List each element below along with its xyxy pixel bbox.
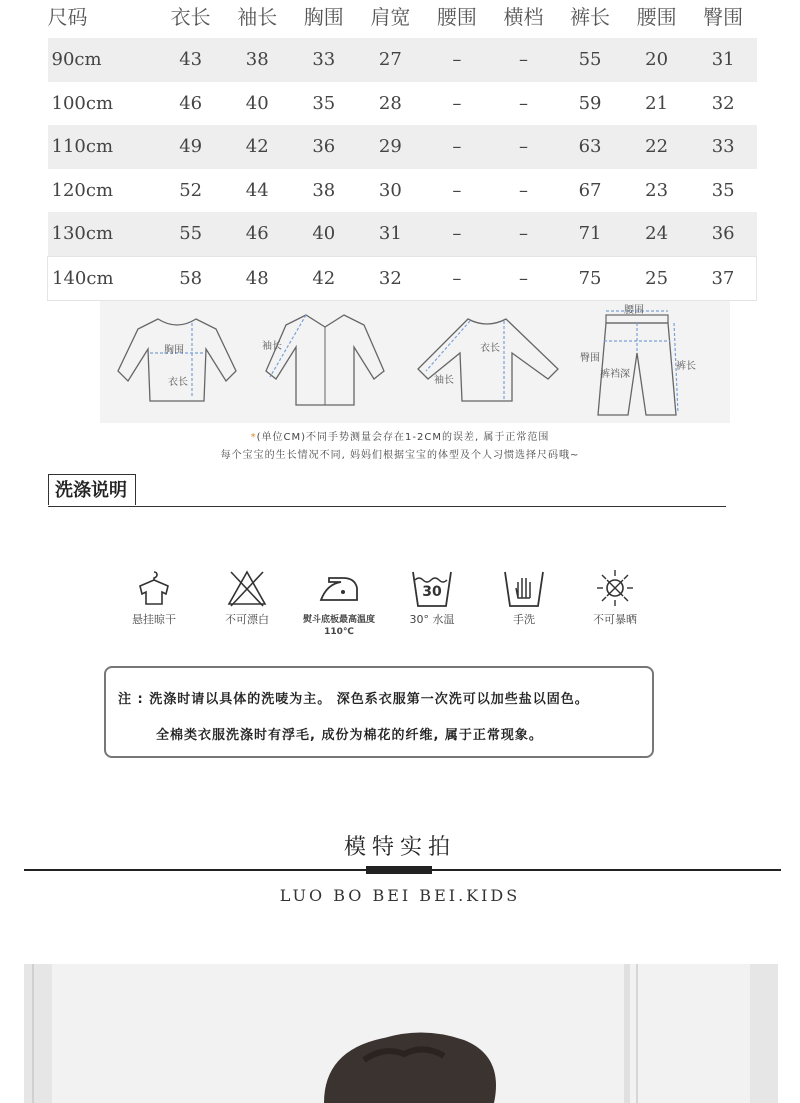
size-cell: 110cm bbox=[51, 136, 114, 158]
size-cell: 140cm bbox=[52, 267, 114, 289]
care-item-no-bleach bbox=[207, 568, 287, 626]
measurement-cell: 38 bbox=[245, 49, 269, 71]
measurement-note-1 bbox=[0, 428, 800, 443]
measurement-cell: 30 bbox=[378, 179, 402, 201]
hang-dry-icon bbox=[132, 568, 176, 608]
measurement-cell: 42 bbox=[312, 267, 336, 289]
brand-name: LUO BO BEI BEI.KIDS bbox=[279, 886, 521, 905]
care-item-hang-dry bbox=[114, 568, 194, 626]
crotch-label: 裤裆深 bbox=[600, 369, 630, 380]
care-label: 不可漂白 bbox=[225, 613, 269, 626]
measurement-cell: 49 bbox=[179, 136, 203, 158]
wash-notice-box bbox=[104, 666, 654, 758]
wash-30-icon bbox=[410, 568, 454, 608]
pants-outline-icon bbox=[578, 301, 728, 423]
measurement-cell: – bbox=[518, 223, 528, 245]
measurement-cell: 58 bbox=[179, 267, 203, 289]
header-cell: 衣长 bbox=[170, 5, 211, 29]
measurement-cell: – bbox=[518, 267, 528, 289]
size-cell: 120cm bbox=[51, 179, 114, 201]
note-text-1: (单位CM)不同手势测量会存在1-2CM的误差, 属于正常范围 bbox=[256, 432, 550, 443]
care-label: 熨斗底板最高温度110℃ bbox=[302, 615, 375, 637]
measurement-cell: 23 bbox=[645, 179, 669, 201]
care-label: 30° 水温 bbox=[409, 613, 455, 626]
size-table-body bbox=[48, 38, 757, 301]
model-divider-accent bbox=[366, 866, 432, 874]
measurement-cell: 52 bbox=[179, 179, 203, 201]
measurement-cell: 36 bbox=[312, 136, 336, 158]
measurement-cell: – bbox=[452, 179, 462, 201]
size-cell: 130cm bbox=[51, 223, 114, 245]
no-sun-icon bbox=[593, 568, 637, 608]
measurement-cell: 71 bbox=[578, 223, 602, 245]
measurement-cell: – bbox=[518, 179, 528, 201]
header-cell: 胸围 bbox=[303, 5, 344, 29]
measurement-cell: 27 bbox=[378, 49, 402, 71]
measurement-cell: – bbox=[452, 49, 462, 71]
measurement-cell: 22 bbox=[645, 136, 669, 158]
size-table-header bbox=[48, 0, 757, 38]
header-cell: 裤长 bbox=[570, 5, 611, 29]
care-label: 不可暴晒 bbox=[593, 613, 637, 626]
size-row bbox=[48, 82, 757, 126]
size-row bbox=[48, 169, 757, 213]
notice-line-1: 注 : 洗涤时请以具体的洗唛为主。 深色系衣服第一次洗可以加些盐以固色。 bbox=[118, 692, 589, 707]
care-item-no-sun bbox=[575, 568, 655, 626]
measurement-cell: – bbox=[452, 267, 462, 289]
measurement-note-2: 每个宝宝的生长情况不同, 妈妈们根据宝宝的体型及个人习惯选择尺码哦~ bbox=[220, 450, 580, 461]
measurement-cell: 67 bbox=[578, 179, 602, 201]
wash-divider bbox=[48, 506, 726, 507]
no-bleach-icon bbox=[225, 568, 269, 608]
measurement-cell: – bbox=[518, 92, 528, 114]
measurement-cell: 75 bbox=[578, 267, 602, 289]
wash-section-title: 洗涤说明 bbox=[48, 474, 136, 505]
measurement-cell: 63 bbox=[578, 136, 602, 158]
measurement-cell: 48 bbox=[245, 267, 269, 289]
measurement-cell: 32 bbox=[711, 92, 735, 114]
measurement-cell: 35 bbox=[312, 92, 336, 114]
chest-label: 胸围 bbox=[164, 345, 184, 356]
iron-icon bbox=[317, 568, 361, 608]
header-cell: 肩宽 bbox=[370, 5, 411, 29]
care-label: 手洗 bbox=[513, 613, 535, 626]
notice-line-2: 全棉类衣服洗涤时有浮毛, 成份为棉花的纤维, 属于正常现象。 bbox=[156, 728, 543, 743]
pants-length-label: 裤长 bbox=[676, 361, 696, 372]
model-photo-image bbox=[24, 964, 778, 1103]
raglan-figure bbox=[408, 301, 568, 423]
size-cell: 90cm bbox=[51, 49, 102, 71]
measurement-cell: 46 bbox=[179, 92, 203, 114]
measurement-cell: 33 bbox=[312, 49, 336, 71]
size-row bbox=[48, 256, 757, 301]
shirt-outline-icon bbox=[250, 301, 398, 423]
measurement-cell: – bbox=[518, 136, 528, 158]
measurement-cell: – bbox=[518, 49, 528, 71]
measurement-cell: 40 bbox=[245, 92, 269, 114]
size-cell: 100cm bbox=[51, 92, 114, 114]
measurement-cell: 32 bbox=[378, 267, 402, 289]
measurement-cell: 55 bbox=[179, 223, 203, 245]
size-row bbox=[48, 125, 757, 169]
header-cell: 腰围 bbox=[436, 5, 477, 29]
measurement-cell: 43 bbox=[179, 49, 203, 71]
raglan-outline-icon bbox=[408, 301, 568, 423]
header-cell: 腰围 bbox=[636, 5, 677, 29]
measurement-diagram bbox=[100, 301, 730, 423]
measurement-cell: 42 bbox=[245, 136, 269, 158]
measurement-cell: 31 bbox=[378, 223, 402, 245]
sleeve-label-2: 袖长 bbox=[434, 375, 454, 386]
measurement-cell: 36 bbox=[711, 223, 735, 245]
size-row bbox=[48, 212, 757, 256]
pants-figure bbox=[578, 301, 728, 423]
sleeve-label: 袖长 bbox=[262, 341, 282, 352]
measurement-cell: 28 bbox=[378, 92, 402, 114]
wash-temp-number: 30 bbox=[422, 584, 442, 600]
measurement-cell: 21 bbox=[645, 92, 669, 114]
header-cell: 袖长 bbox=[237, 5, 278, 29]
measurement-cell: 44 bbox=[245, 179, 269, 201]
model-photo bbox=[24, 964, 778, 1103]
note-star: * bbox=[250, 432, 257, 443]
measurement-cell: 25 bbox=[645, 267, 669, 289]
measurement-cell: 38 bbox=[312, 179, 336, 201]
measurement-cell: 31 bbox=[711, 49, 735, 71]
model-section-title: 模特实拍 bbox=[343, 835, 456, 860]
measurement-cell: 46 bbox=[245, 223, 269, 245]
hand-wash-icon bbox=[502, 568, 546, 608]
sweater-figure bbox=[108, 301, 243, 423]
measurement-cell: – bbox=[452, 136, 462, 158]
waist-label: 腰围 bbox=[624, 305, 644, 316]
care-item-iron bbox=[299, 568, 379, 638]
header-cell: 臀围 bbox=[703, 5, 744, 29]
header-cell: 尺码 bbox=[47, 5, 88, 29]
sweater-outline-icon bbox=[108, 301, 243, 423]
measurement-cell: – bbox=[452, 92, 462, 114]
size-row bbox=[48, 38, 757, 82]
measurement-cell: 20 bbox=[645, 49, 669, 71]
care-label: 悬挂晾干 bbox=[132, 613, 176, 626]
measurement-cell: 55 bbox=[578, 49, 602, 71]
header-cell: 横档 bbox=[503, 5, 544, 29]
measurement-cell: 40 bbox=[312, 223, 336, 245]
care-item-wash-30 bbox=[392, 568, 472, 626]
measurement-cell: 35 bbox=[711, 179, 735, 201]
measurement-cell: 33 bbox=[711, 136, 735, 158]
measurement-cell: – bbox=[452, 223, 462, 245]
length-label: 衣长 bbox=[168, 377, 188, 388]
measurement-cell: 59 bbox=[578, 92, 602, 114]
measurement-cell: 24 bbox=[645, 223, 669, 245]
length-label-2: 衣长 bbox=[480, 343, 500, 354]
measurement-cell: 29 bbox=[378, 136, 402, 158]
size-table bbox=[47, 0, 757, 301]
shirt-figure bbox=[250, 301, 398, 423]
care-item-hand-wash bbox=[484, 568, 564, 626]
hip-label: 臀围 bbox=[580, 353, 600, 364]
measurement-cell: 37 bbox=[711, 267, 735, 289]
